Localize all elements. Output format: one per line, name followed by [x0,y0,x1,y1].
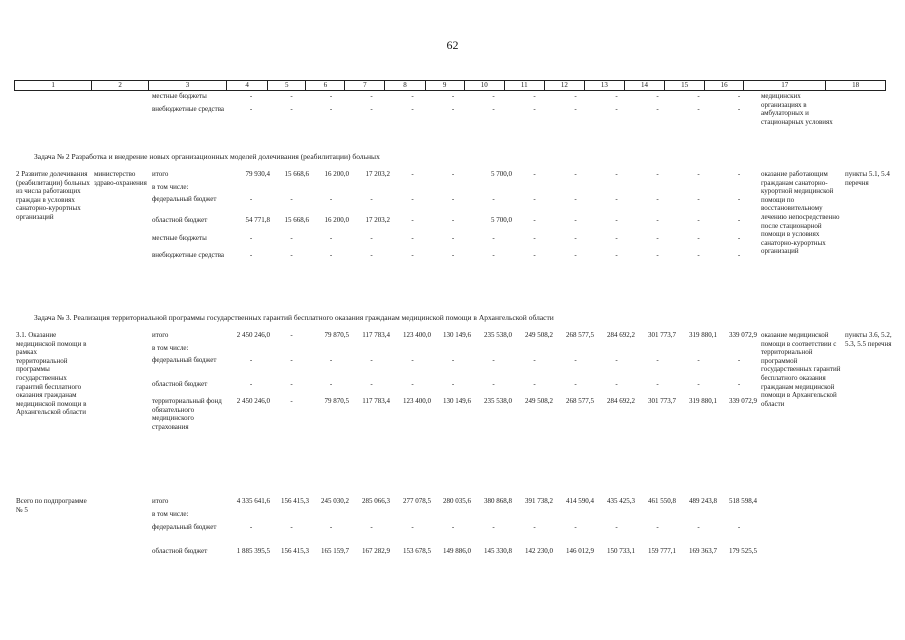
total-value-3-8: 146 012,9 [566,547,594,555]
act3-value-2-4: - [411,356,414,364]
cont-value-0-2: - [329,92,333,100]
act2-value-0-10: - [656,170,659,178]
act3-value-0-8: 268 577,5 [566,331,594,339]
column-header-9: 9 [425,81,464,90]
total-value-2-4: - [411,523,414,531]
act3-value-2-6: - [492,356,495,364]
total-value-2-1: - [290,523,293,531]
cont-value-1-12: - [737,105,741,113]
act3-value-2-3: - [370,356,373,364]
act2-value-0-3: 17 203,2 [365,170,390,178]
cont-value-1-3: - [370,105,373,113]
act2-value-2-10: - [656,195,659,203]
act3-value-4-11: 319 880,1 [689,397,717,405]
act3-value-2-5: - [451,356,455,364]
total-source-3: областной бюджет [152,547,208,555]
cont-value-1-0: - [249,105,253,113]
act2-value-3-5: - [451,216,455,224]
act2-value-3-3: 17 203,2 [365,216,390,224]
act2-value-3-9: - [615,216,618,224]
act2-value-2-5: - [451,195,455,203]
act2-value-5-6: - [492,251,495,259]
act3-value-4-9: 284 692,2 [607,397,635,405]
act3-value-0-0: 2 450 246,0 [236,331,270,339]
total-value-3-12: 179 525,5 [729,547,757,555]
act2-source-1: в том числе: [152,183,189,191]
cont-value-0-8: - [574,92,577,100]
total-value-0-12: 518 598,4 [729,497,757,505]
column-header-row [14,80,886,91]
act2-value-4-11: - [697,234,700,242]
cont-value-1-7: - [533,105,536,113]
total-source-0: итого [152,497,169,505]
act2-value-2-11: - [697,195,700,203]
act2-value-5-2: - [329,251,333,259]
total-value-0-9: 435 425,3 [607,497,635,505]
activity-2-result: оказание работающим гражданам санаторно-курортной медицинской помощи по восстановительному лечению непосредственно после стационарной помощи в условиях санаторно-курортных организаций [761,170,840,256]
total-name: Всего по подпрограмме № 5 [16,497,87,514]
act2-value-4-9: - [615,234,618,242]
act2-value-5-8: - [574,251,577,259]
act2-value-0-0: 79 930,4 [245,170,270,178]
act2-value-0-8: - [574,170,577,178]
act3-value-3-12: - [737,380,741,388]
act2-value-4-0: - [249,234,253,242]
cont-value-1-11: - [697,105,700,113]
act2-value-2-1: - [290,195,293,203]
cont-value-0-5: - [451,92,455,100]
act2-source-0: итого [152,170,169,178]
cont-value-0-0: - [249,92,253,100]
column-header-13: 13 [584,81,624,90]
total-value-2-3: - [370,523,373,531]
act3-value-3-5: - [451,380,455,388]
act3-value-2-8: - [574,356,577,364]
column-header-18: 18 [825,81,885,90]
column-header-7: 7 [344,81,384,90]
act3-value-2-0: - [249,356,253,364]
act2-value-4-8: - [574,234,577,242]
act3-value-3-2: - [329,380,333,388]
act2-value-5-0: - [249,251,253,259]
column-header-12: 12 [544,81,584,90]
total-value-3-9: 150 733,1 [607,547,635,555]
cont-value-1-4: - [411,105,414,113]
act2-value-0-2: 16 200,0 [324,170,349,178]
cont-value-0-12: - [737,92,741,100]
total-value-2-0: - [249,523,253,531]
act3-value-3-6: - [492,380,495,388]
act3-value-2-12: - [737,356,741,364]
column-header-6: 6 [305,81,344,90]
act3-value-0-2: 79 870,5 [324,331,349,339]
act3-value-4-1: - [290,397,293,405]
column-header-17: 17 [743,81,825,90]
total-value-3-3: 167 282,9 [362,547,390,555]
act2-value-5-10: - [656,251,659,259]
cont-value-1-8: - [574,105,577,113]
act2-value-4-5: - [451,234,455,242]
act2-value-5-4: - [411,251,414,259]
activity-3-result: оказание медицинской помощи в соответствии с территориальной программой государственных гарантий бесплатного оказания гражданам медицинской помощи в Архангельской области [761,331,841,408]
act3-value-4-8: 268 577,5 [566,397,594,405]
act3-value-3-1: - [290,380,293,388]
act3-value-3-9: - [615,380,618,388]
act3-value-4-10: 301 773,7 [648,397,676,405]
act2-value-3-10: - [656,216,659,224]
act2-value-5-5: - [451,251,455,259]
act2-source-4: местные бюджеты [152,234,207,242]
act2-value-3-11: - [697,216,700,224]
act2-value-5-11: - [697,251,700,259]
act3-value-4-4: 123 400,0 [403,397,431,405]
act3-value-4-12: 339 072,9 [729,397,757,405]
act3-value-2-11: - [697,356,700,364]
act2-value-3-8: - [574,216,577,224]
total-value-2-6: - [492,523,495,531]
act3-value-0-6: 235 538,0 [484,331,512,339]
act3-value-3-4: - [411,380,414,388]
act3-value-0-11: 319 880,1 [689,331,717,339]
total-value-2-2: - [329,523,333,531]
act2-value-0-9: - [615,170,618,178]
column-header-2: 2 [91,81,148,90]
cont-value-1-10: - [656,105,659,113]
act2-value-4-10: - [656,234,659,242]
total-source-2: федеральный бюджет [152,523,217,531]
act3-value-0-4: 123 400,0 [403,331,431,339]
total-source-1: в том числе: [152,510,189,518]
total-value-0-3: 285 066,3 [362,497,390,505]
cont-value-1-1: - [290,105,293,113]
act3-value-2-7: - [533,356,536,364]
column-header-3: 3 [148,81,226,90]
act3-value-0-1: - [290,331,293,339]
act3-value-4-3: 117 783,4 [362,397,390,405]
act3-source-4: территориальный фонд обязательного медицинского страхования [152,397,222,431]
act2-value-2-0: - [249,195,253,203]
total-value-3-11: 169 363,7 [689,547,717,555]
cont-value-0-4: - [411,92,414,100]
total-value-0-11: 489 243,8 [689,497,717,505]
act2-value-0-6: 5 700,0 [491,170,512,178]
task-2-title: Задача № 2 Разработка и внедрение новых организационных моделей долечивания (реабилитации) больных [34,152,380,161]
act2-value-4-12: - [737,234,741,242]
act3-value-3-11: - [697,380,700,388]
cont-value-1-5: - [451,105,455,113]
act2-value-2-12: - [737,195,741,203]
total-value-2-11: - [697,523,700,531]
activity-3-refs: пункты 3.6, 5.2, 5.3, 5.5 перечня [845,331,892,348]
total-value-0-8: 414 590,4 [566,497,594,505]
act3-value-0-3: 117 783,4 [362,331,390,339]
act3-value-2-9: - [615,356,618,364]
cont-value-0-9: - [615,92,618,100]
act2-value-5-7: - [533,251,536,259]
task-3-title: Задача № 3. Реализация территориальной программы государственных гарантий бесплатного оказания гражданам медицинской помощи в Архангельской области [34,313,554,322]
act3-source-0: итого [152,331,169,339]
act2-value-5-3: - [370,251,373,259]
act2-value-2-4: - [411,195,414,203]
act2-value-0-4: - [411,170,414,178]
column-header-8: 8 [384,81,424,90]
act3-value-4-0: 2 450 246,0 [236,397,270,405]
act2-value-0-11: - [697,170,700,178]
act3-value-3-0: - [249,380,253,388]
column-header-4: 4 [226,81,267,90]
total-value-0-1: 156 415,3 [281,497,309,505]
act3-value-2-10: - [656,356,659,364]
cont-value-0-1: - [290,92,293,100]
column-header-5: 5 [267,81,305,90]
act3-value-0-10: 301 773,7 [648,331,676,339]
act2-source-2: федеральный бюджет [152,195,217,203]
total-value-2-10: - [656,523,659,531]
total-value-0-5: 280 035,6 [443,497,471,505]
act3-value-0-5: 130 149,6 [443,331,471,339]
page-number: 62 [446,38,459,52]
act2-value-2-9: - [615,195,618,203]
act3-value-2-2: - [329,356,333,364]
act2-value-0-7: - [533,170,536,178]
act2-value-2-6: - [492,195,495,203]
total-value-3-5: 149 886,0 [443,547,471,555]
act3-value-3-10: - [656,380,659,388]
total-value-3-4: 153 678,5 [403,547,431,555]
cont-value-1-2: - [329,105,333,113]
act2-value-3-4: - [411,216,414,224]
cont-value-0-10: - [656,92,659,100]
cont-result: медицинских организациях в амбулаторных и стационарных условиях [761,92,833,126]
act2-value-3-0: 54 771,8 [245,216,270,224]
total-value-3-10: 159 777,1 [648,547,676,555]
act2-value-4-2: - [329,234,333,242]
act3-value-0-7: 249 508,2 [525,331,553,339]
act2-value-3-2: 16 200,0 [324,216,349,224]
act3-value-4-2: 79 870,5 [324,397,349,405]
act2-value-4-4: - [411,234,414,242]
column-header-11: 11 [504,81,544,90]
total-value-0-6: 380 868,8 [484,497,512,505]
act2-value-5-1: - [290,251,293,259]
column-header-16: 16 [704,81,743,90]
act3-value-0-9: 284 692,2 [607,331,635,339]
activity-2-refs: пункты 5.1, 5.4 перечня [845,170,890,187]
cont-value-0-6: - [492,92,495,100]
act3-value-0-12: 339 072,9 [729,331,757,339]
column-header-14: 14 [624,81,664,90]
total-value-2-9: - [615,523,618,531]
act2-value-2-8: - [574,195,577,203]
act2-value-4-3: - [370,234,373,242]
act2-value-2-2: - [329,195,333,203]
total-value-3-6: 145 330,8 [484,547,512,555]
act3-source-1: в том числе: [152,344,189,352]
total-value-2-7: - [533,523,536,531]
cont-value-0-3: - [370,92,373,100]
act3-value-3-8: - [574,380,577,388]
total-value-3-1: 156 415,3 [281,547,309,555]
total-value-0-4: 277 078,5 [403,497,431,505]
total-value-0-0: 4 335 641,6 [236,497,270,505]
act3-value-4-6: 235 538,0 [484,397,512,405]
act2-source-3: областной бюджет [152,216,208,224]
act2-value-0-5: - [451,170,455,178]
total-value-0-10: 461 550,8 [648,497,676,505]
act3-source-3: областной бюджет [152,380,208,388]
column-header-1: 1 [51,81,55,89]
cont-value-1-9: - [615,105,618,113]
total-value-0-7: 391 738,2 [525,497,553,505]
act2-value-2-7: - [533,195,536,203]
act3-value-4-5: 130 149,6 [443,397,471,405]
total-value-2-12: - [737,523,741,531]
total-value-2-5: - [451,523,455,531]
activity-2-executor: министерство здраво-охранения [94,170,147,187]
act2-value-4-7: - [533,234,536,242]
cont-value-1-6: - [492,105,495,113]
column-header-15: 15 [664,81,704,90]
act2-value-4-6: - [492,234,495,242]
cont-source-0: местные бюджеты [152,92,207,100]
total-value-3-2: 165 159,7 [321,547,349,555]
act2-value-5-12: - [737,251,741,259]
activity-2-name: 2 Развитие долечивания (реабилитации) больных из числа работающих граждан в условиях санаторно-курортных организаций [16,170,90,221]
act2-value-3-6: 5 700,0 [491,216,512,224]
act2-value-3-7: - [533,216,536,224]
act3-source-2: федеральный бюджет [152,356,217,364]
act3-value-3-7: - [533,380,536,388]
cont-source-1: внебюджетные средства [152,105,225,113]
act2-value-5-9: - [615,251,618,259]
act2-value-4-1: - [290,234,293,242]
act2-value-3-12: - [737,216,741,224]
act2-value-3-1: 15 668,6 [284,216,309,224]
cont-value-0-7: - [533,92,536,100]
act2-value-0-12: - [737,170,741,178]
cont-value-0-11: - [697,92,700,100]
total-value-3-0: 1 885 395,5 [236,547,270,555]
total-value-0-2: 245 030,2 [321,497,349,505]
act2-source-5: внебюджетные средства [152,251,225,259]
act3-value-3-3: - [370,380,373,388]
act2-value-0-1: 15 668,6 [284,170,309,178]
total-value-3-7: 142 230,0 [525,547,553,555]
total-value-2-8: - [574,523,577,531]
act2-value-2-3: - [370,195,373,203]
activity-3-name: 3.1. Оказание медицинской помощи в рамках территориальной программы государственных гарантий бесплатного оказания гражданам медицинской помощи в Архангельской области [16,331,87,417]
act3-value-2-1: - [290,356,293,364]
column-header-10: 10 [464,81,504,90]
act3-value-4-7: 249 508,2 [525,397,553,405]
